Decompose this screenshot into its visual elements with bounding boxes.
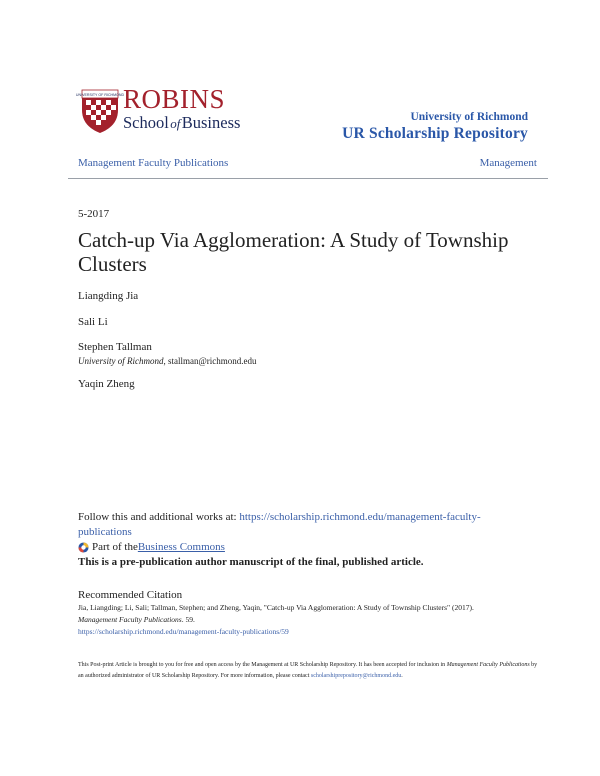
author-email: , stallman@richmond.edu [163, 356, 257, 366]
author-affiliation: University of Richmond, stallman@richmond.edu [78, 356, 257, 366]
recommended-citation: Jia, Liangding; Li, Sali; Tallman, Stephen; and Zheng, Yaqin, "Catch-up Via Agglomeration: A Study of Township Clusters" (2017). Management Faculty Publications. 59. https://scholarship.richmond.edu/management-faculty-publications/59 [78, 602, 538, 638]
business-commons-link[interactable]: Business Commons [137, 541, 225, 553]
department-link[interactable]: Management [479, 157, 537, 169]
footer-collection: Management Faculty Publications [446, 662, 530, 668]
repository-header [342, 110, 528, 144]
author-name: Liangding Jia [78, 290, 139, 302]
contact-email-link[interactable]: scholarshiprepository@richmond.edu [310, 673, 402, 679]
university-name[interactable]: University of Richmond [410, 111, 528, 123]
part-of-statement: Part of the Business Commons [78, 540, 225, 554]
repository-name[interactable]: UR Scholarship Repository [342, 125, 528, 142]
manuscript-note: This is a pre-publication author manuscript of the final, published article. [78, 556, 424, 568]
collection-link[interactable]: Management Faculty Publications [78, 157, 229, 169]
recommended-citation-heading: Recommended Citation [78, 589, 183, 601]
citation-url-link[interactable]: https://scholarship.richmond.edu/management-faculty-publications/59 [78, 627, 289, 636]
shield-text: UNIVERSITY OF RICHMOND [75, 93, 125, 97]
paper-title: Catch-up Via Agglomeration: A Study of Township Clusters [78, 228, 509, 276]
collection-url-link[interactable]: https://scholarship.richmond.edu/management-faculty-publications [78, 511, 481, 538]
publication-date: 5-2017 [78, 208, 110, 220]
logo-school-name: School of Business [123, 113, 241, 132]
shield-icon [75, 84, 125, 134]
logo-wordmark: ROBINS [123, 84, 226, 114]
author-name: Sali Li [78, 316, 108, 328]
access-statement: This Post-print Article is brought to you for free and open access by the Management at UR Scholarship Repository. It has been accepted for inclusion in Management Faculty Publications by an authorized administrator of UR Scholarship Repository. For more information, please contact scholarshiprepository@richmond.edu. [78, 662, 538, 679]
author-name: Stephen Tallman [78, 341, 152, 353]
author-name: Yaqin Zheng [78, 378, 135, 390]
citation-journal: Management Faculty Publications [78, 615, 182, 624]
citation-text: Jia, Liangding; Li, Sali; Tallman, Stephen; and Zheng, Yaqin, "Catch-up Via Agglomeration: A Study of Township Clusters" (2017). [78, 603, 474, 612]
follow-statement: Follow this and additional works at: https://scholarship.richmond.edu/management-faculty-publications [78, 511, 481, 538]
robins-school-logo [75, 84, 255, 136]
header-divider [68, 178, 548, 179]
commons-network-icon [78, 542, 89, 553]
